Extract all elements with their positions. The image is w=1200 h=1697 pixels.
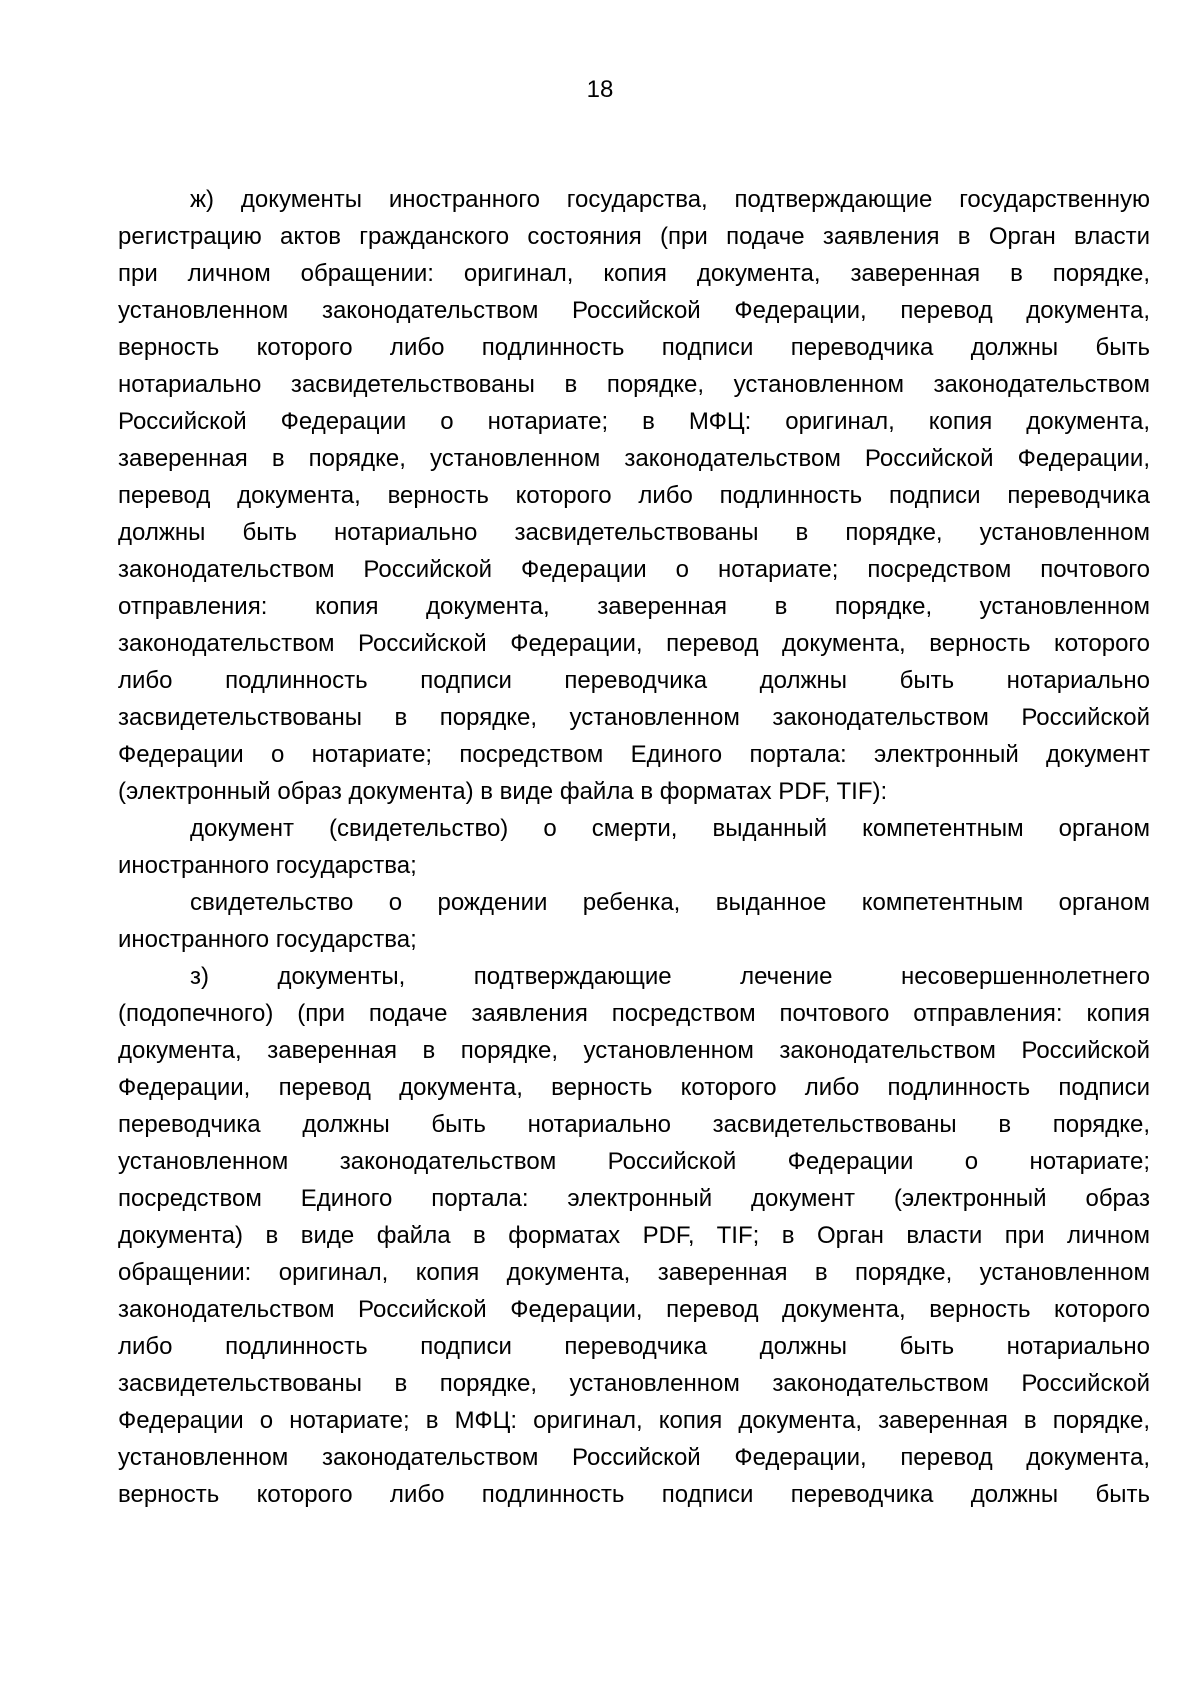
text-line: должны быть нотариально засвидетельствованы в порядке, установленном [118,519,1150,546]
text-line: Российской Федерации о нотариате; в МФЦ: оригинал, копия документа, [118,408,1150,435]
text-line: законодательством Российской Федерации о нотариате; посредством почтового [118,556,1150,583]
text-line: верность которого либо подлинность подписи переводчика должны быть [118,334,1150,361]
text-line: перевод документа, верность которого либо подлинность подписи переводчика [118,482,1150,509]
text-line: либо подлинность подписи переводчика должны быть нотариально [118,667,1150,694]
text-line: (электронный образ документа) в виде файла в форматах PDF, TIF): [118,778,888,805]
text-line: отправления: копия документа, заверенная в порядке, установленном [118,593,1150,620]
text-line: з) документы, подтверждающие лечение несовершеннолетнего [190,963,1150,990]
text-line: переводчика должны быть нотариально засвидетельствованы в порядке, [118,1111,1150,1138]
text-line: ж) документы иностранного государства, подтверждающие государственную [190,186,1150,213]
text-line: документа) в виде файла в форматах PDF, TIF; в Орган власти при личном [118,1222,1150,1249]
text-line: установленном законодательством Российской Федерации, перевод документа, [118,1444,1150,1471]
text-line: либо подлинность подписи переводчика должны быть нотариально [118,1333,1150,1360]
text-line: нотариально засвидетельствованы в порядке, установленном законодательством [118,371,1150,398]
text-line: документ (свидетельство) о смерти, выданный компетентным органом [190,815,1150,842]
text-line: верность которого либо подлинность подписи переводчика должны быть [118,1481,1150,1508]
text-line: Федерации о нотариате; посредством Единого портала: электронный документ [118,741,1150,768]
page-number: 18 [586,76,614,103]
text-line: законодательством Российской Федерации, перевод документа, верность которого [118,630,1150,657]
text-line: засвидетельствованы в порядке, установленном законодательством Российской [118,704,1150,731]
text-line: Федерации, перевод документа, верность которого либо подлинность подписи [118,1074,1150,1101]
text-line: регистрацию актов гражданского состояния (при подаче заявления в Орган власти [118,223,1150,250]
text-line: заверенная в порядке, установленном законодательством Российской Федерации, [118,445,1150,472]
text-line: установленном законодательством Российской Федерации, перевод документа, [118,297,1150,324]
text-line: законодательством Российской Федерации, перевод документа, верность которого [118,1296,1150,1323]
text-line: при личном обращении: оригинал, копия документа, заверенная в порядке, [118,260,1150,287]
text-line: свидетельство о рождении ребенка, выданное компетентным органом [190,889,1150,916]
text-line: Федерации о нотариате; в МФЦ: оригинал, копия документа, заверенная в порядке, [118,1407,1150,1434]
text-line: посредством Единого портала: электронный документ (электронный образ [118,1185,1150,1212]
text-line: засвидетельствованы в порядке, установленном законодательством Российской [118,1370,1150,1397]
text-line: (подопечного) (при подаче заявления посредством почтового отправления: копия [118,1000,1150,1027]
text-line: иностранного государства; [118,852,417,879]
text-line: установленном законодательством Российской Федерации о нотариате; [118,1148,1150,1175]
text-line: документа, заверенная в порядке, установленном законодательством Российской [118,1037,1150,1064]
text-line: иностранного государства; [118,926,417,953]
text-line: обращении: оригинал, копия документа, заверенная в порядке, установленном [118,1259,1150,1286]
